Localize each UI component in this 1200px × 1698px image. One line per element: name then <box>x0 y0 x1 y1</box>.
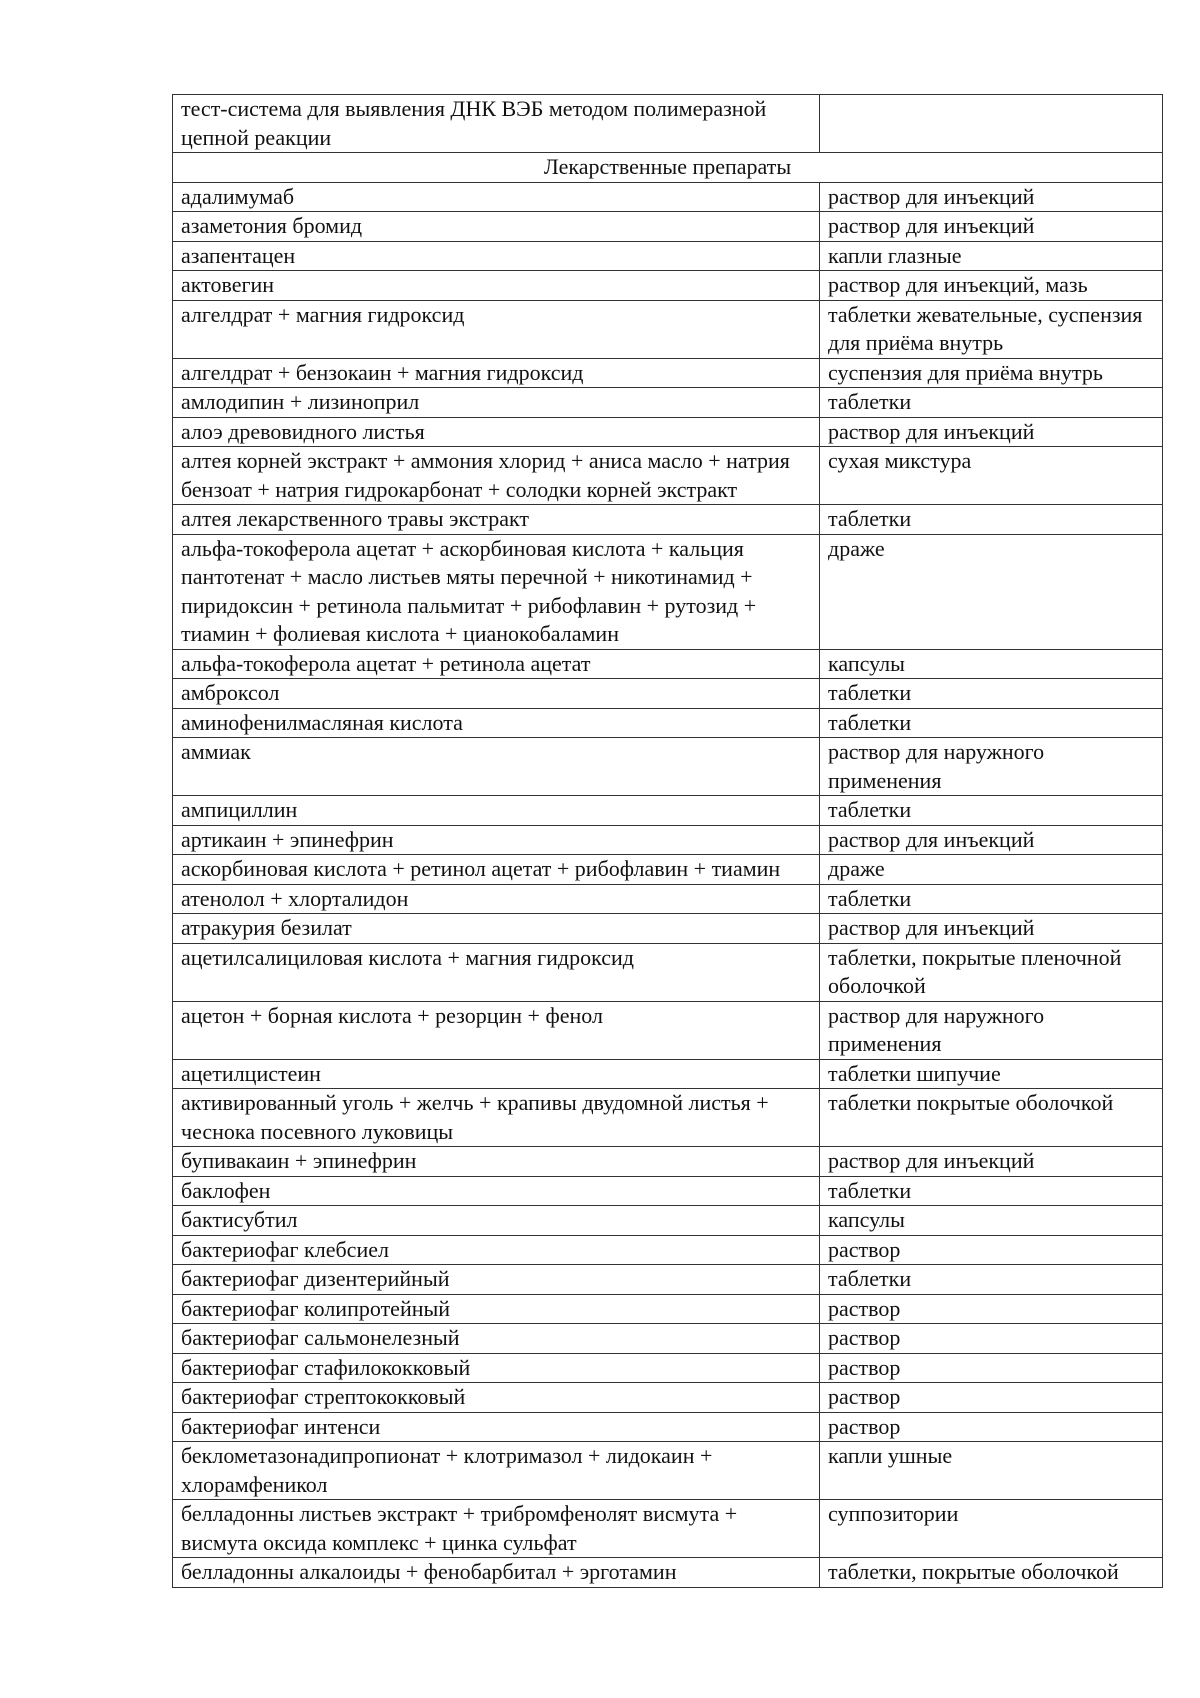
table-row <box>173 241 1163 271</box>
dosage-form-cell: капли глазные <box>820 241 1163 271</box>
dosage-form-cell: таблетки <box>820 884 1163 914</box>
table-row <box>173 1412 1163 1442</box>
table-row <box>173 95 1163 153</box>
drug-name-cell: ацетон + борная кислота + резорцин + фенол <box>173 1001 820 1059</box>
drug-name-cell: атенолол + хлорталидон <box>173 884 820 914</box>
drug-name-cell: бактисубтил <box>173 1206 820 1236</box>
dosage-form-cell: таблетки, покрытые оболочкой <box>820 1558 1163 1588</box>
drug-name-cell: бактериофаг клебсиел <box>173 1235 820 1265</box>
drug-name-cell: альфа-токоферола ацетат + аскорбиновая кислота + кальция пантотенат + масло листьев мяты перечной + никотинамид + пиридоксин + ретинола пальмитат + рибофлавин + рутозид + тиамин + фолиевая кислота + цианокобаламин <box>173 534 820 649</box>
drug-name-cell: бактериофаг стрептококковый <box>173 1383 820 1413</box>
table-row <box>173 1001 1163 1059</box>
dosage-form-cell: раствор для инъекций <box>820 825 1163 855</box>
dosage-form-cell: раствор для наружного применения <box>820 1001 1163 1059</box>
drug-name-cell: ацетилсалициловая кислота + магния гидроксид <box>173 943 820 1001</box>
drug-name-cell: аскорбиновая кислота + ретинол ацетат + рибофлавин + тиамин <box>173 855 820 885</box>
table-row <box>173 1235 1163 1265</box>
table-row <box>173 855 1163 885</box>
drug-name-cell: азапентацен <box>173 241 820 271</box>
table-row <box>173 1294 1163 1324</box>
drug-name-cell: атракурия безилат <box>173 914 820 944</box>
dosage-form-cell: таблетки жевательные, суспензия для приёма внутрь <box>820 300 1163 358</box>
table-row <box>173 1176 1163 1206</box>
table-row <box>173 708 1163 738</box>
dosage-form-cell: раствор для инъекций <box>820 417 1163 447</box>
dosage-form-cell: раствор <box>820 1235 1163 1265</box>
dosage-form-cell: капли ушные <box>820 1442 1163 1500</box>
drug-name-cell: беклометазонадипропионат + клотримазол + лидокаин + хлорамфеникол <box>173 1442 820 1500</box>
dosage-form-cell: таблетки покрытые оболочкой <box>820 1089 1163 1147</box>
dosage-form-cell: таблетки <box>820 388 1163 418</box>
table-row <box>173 1206 1163 1236</box>
drug-name-cell: бактериофаг стафилококковый <box>173 1353 820 1383</box>
drug-name-cell: аммиак <box>173 738 820 796</box>
table-row <box>173 358 1163 388</box>
drug-name-cell: бактериофаг колипротейный <box>173 1294 820 1324</box>
table-row <box>173 1500 1163 1558</box>
dosage-form-cell: раствор для инъекций, мазь <box>820 271 1163 301</box>
table-row <box>173 884 1163 914</box>
dosage-form-cell: раствор <box>820 1353 1163 1383</box>
dosage-form-cell: таблетки <box>820 1176 1163 1206</box>
drug-name-cell: бупивакаин + эпинефрин <box>173 1147 820 1177</box>
table-row <box>173 649 1163 679</box>
drug-name-cell: активированный уголь + желчь + крапивы двудомной листья + чеснока посевного луковицы <box>173 1089 820 1147</box>
table-row <box>173 534 1163 649</box>
table-row <box>173 1089 1163 1147</box>
dosage-form-cell: суспензия для приёма внутрь <box>820 358 1163 388</box>
dosage-form-cell: раствор для инъекций <box>820 914 1163 944</box>
table-row <box>173 1147 1163 1177</box>
table-row <box>173 212 1163 242</box>
table-row <box>173 1383 1163 1413</box>
dosage-form-cell: таблетки <box>820 679 1163 709</box>
table-row <box>173 825 1163 855</box>
drug-name-cell: амлодипин + лизиноприл <box>173 388 820 418</box>
section-header-row <box>173 153 1163 183</box>
dosage-form-cell: раствор <box>820 1324 1163 1354</box>
dosage-form-cell: таблетки <box>820 505 1163 535</box>
table-row <box>173 417 1163 447</box>
table-row <box>173 943 1163 1001</box>
dosage-form-cell: драже <box>820 855 1163 885</box>
table-row <box>173 1353 1163 1383</box>
drug-name-cell: ацетилцистеин <box>173 1059 820 1089</box>
drug-list-table <box>172 94 1163 1588</box>
drug-name-cell: алгелдрат + магния гидроксид <box>173 300 820 358</box>
table-row <box>173 182 1163 212</box>
dosage-form-cell: раствор для наружного применения <box>820 738 1163 796</box>
drug-name-cell: альфа-токоферола ацетат + ретинола ацетат <box>173 649 820 679</box>
dosage-form-cell: раствор <box>820 1412 1163 1442</box>
table-body <box>173 95 1163 1588</box>
dosage-form-cell: драже <box>820 534 1163 649</box>
section-title: Лекарственные препараты <box>173 153 1163 183</box>
table-row <box>173 1558 1163 1588</box>
dosage-form-cell: раствор для инъекций <box>820 1147 1163 1177</box>
table-row <box>173 388 1163 418</box>
dosage-form-cell <box>820 95 1163 153</box>
dosage-form-cell: таблетки <box>820 1265 1163 1295</box>
dosage-form-cell: раствор <box>820 1383 1163 1413</box>
dosage-form-cell: раствор для инъекций <box>820 182 1163 212</box>
table-row <box>173 447 1163 505</box>
table-row <box>173 679 1163 709</box>
dosage-form-cell: капсулы <box>820 1206 1163 1236</box>
table-row <box>173 300 1163 358</box>
drug-name-cell: алтея лекарственного травы экстракт <box>173 505 820 535</box>
table-row <box>173 1265 1163 1295</box>
dosage-form-cell: таблетки, покрытые пленочной оболочкой <box>820 943 1163 1001</box>
drug-name-cell: адалимумаб <box>173 182 820 212</box>
drug-name-cell: белладонны листьев экстракт + трибромфенолят висмута + висмута оксида комплекс + цинка сульфат <box>173 1500 820 1558</box>
drug-name-cell: актовегин <box>173 271 820 301</box>
drug-name-cell: белладонны алкалоиды + фенобарбитал + эрготамин <box>173 1558 820 1588</box>
table-row <box>173 796 1163 826</box>
dosage-form-cell: раствор <box>820 1294 1163 1324</box>
drug-name-cell: алтея корней экстракт + аммония хлорид + аниса масло + натрия бензоат + натрия гидрокарбонат + солодки корней экстракт <box>173 447 820 505</box>
drug-name-cell: тест-система для выявления ДНК ВЭБ методом полимеразной цепной реакции <box>173 95 820 153</box>
drug-name-cell: азаметония бромид <box>173 212 820 242</box>
drug-name-cell: амброксол <box>173 679 820 709</box>
table-row <box>173 738 1163 796</box>
dosage-form-cell: таблетки шипучие <box>820 1059 1163 1089</box>
drug-name-cell: баклофен <box>173 1176 820 1206</box>
drug-name-cell: бактериофаг интенси <box>173 1412 820 1442</box>
drug-name-cell: аминофенилмасляная кислота <box>173 708 820 738</box>
table-row <box>173 505 1163 535</box>
dosage-form-cell: капсулы <box>820 649 1163 679</box>
table-row <box>173 271 1163 301</box>
table-row <box>173 914 1163 944</box>
dosage-form-cell: сухая микстура <box>820 447 1163 505</box>
drug-name-cell: артикаин + эпинефрин <box>173 825 820 855</box>
table-row <box>173 1059 1163 1089</box>
table-row <box>173 1324 1163 1354</box>
table-row <box>173 1442 1163 1500</box>
dosage-form-cell: раствор для инъекций <box>820 212 1163 242</box>
drug-name-cell: алоэ древовидного листья <box>173 417 820 447</box>
drug-name-cell: бактериофаг сальмонелезный <box>173 1324 820 1354</box>
dosage-form-cell: таблетки <box>820 796 1163 826</box>
dosage-form-cell: таблетки <box>820 708 1163 738</box>
drug-name-cell: алгелдрат + бензокаин + магния гидроксид <box>173 358 820 388</box>
drug-name-cell: ампициллин <box>173 796 820 826</box>
drug-name-cell: бактериофаг дизентерийный <box>173 1265 820 1295</box>
dosage-form-cell: суппозитории <box>820 1500 1163 1558</box>
